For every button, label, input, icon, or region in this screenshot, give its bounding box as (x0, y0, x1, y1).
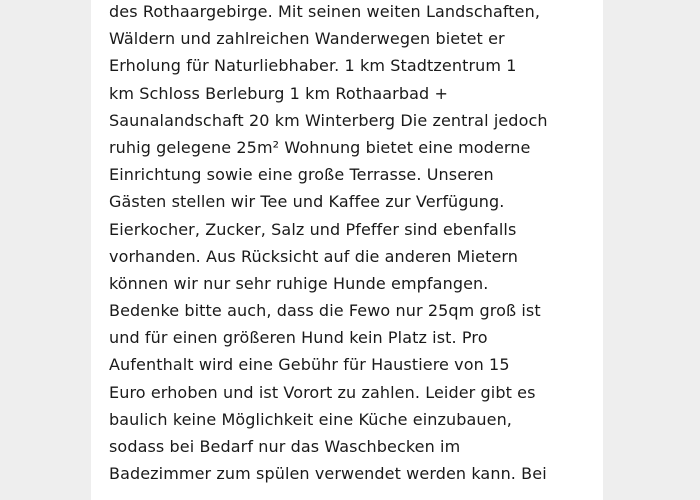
description-line: Wäldern und zahlreichen Wanderwegen bietet er (109, 29, 505, 49)
description-line: Badezimmer zum spülen verwendet werden kann. Bei (109, 464, 547, 484)
description-line: des Rothaargebirge. Mit seinen weiten Landschaften, (109, 2, 541, 21)
listing-description-text (109, 0, 599, 487)
description-line: ruhig gelegene 25m² Wohnung bietet eine moderne (109, 137, 531, 157)
description-line: vorhanden. Aus Rücksicht auf die anderen Mietern (109, 246, 519, 266)
description-line: Aufenthalt wird eine Gebühr für Haustiere von 15 (109, 355, 510, 375)
description-line: Erholung für Naturliebhaber. 1 km Stadtzentrum 1 (109, 56, 517, 76)
description-line: können wir nur sehr ruhige Hunde empfangen. (109, 273, 489, 293)
description-line: Bedenke bitte auch, dass die Fewo nur 25qm groß ist (109, 301, 541, 321)
description-line: Einrichtung sowie eine große Terrasse. Unseren (109, 165, 494, 185)
description-line: Eierkocher, Zucker, Salz und Pfeffer sind ebenfalls (109, 219, 517, 239)
description-panel (91, 0, 603, 500)
description-line: Gästen stellen wir Tee und Kaffee zur Verfügung. (109, 192, 505, 212)
description-line: km Schloss Berleburg 1 km Rothaarbad + (109, 83, 448, 103)
description-line: und für einen größeren Hund kein Platz ist. Pro (109, 328, 488, 348)
description-line: baulich keine Möglichkeit eine Küche einzubauen, (109, 409, 512, 429)
description-line: Euro erhoben und ist Vorort zu zahlen. Leider gibt es (109, 382, 536, 402)
description-line: sodass bei Bedarf nur das Waschbecken im (109, 437, 461, 456)
description-line: Saunalandschaft 20 km Winterberg Die zentral jedoch (109, 110, 548, 130)
